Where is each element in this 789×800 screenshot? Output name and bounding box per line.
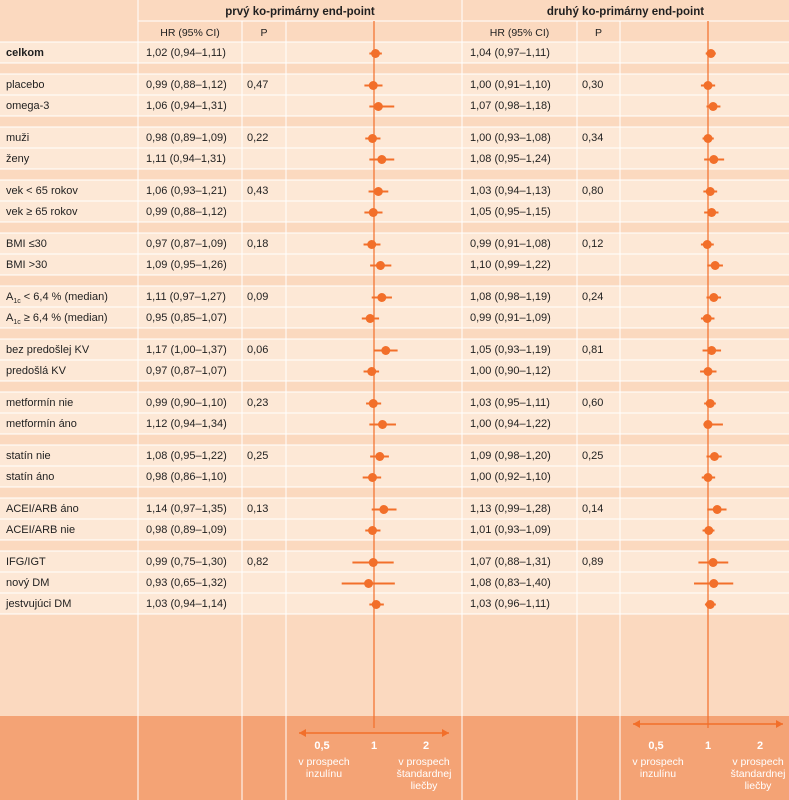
p-value-1: 0,22	[247, 132, 269, 144]
hr-ci-value-1: 1,17 (1,00–1,37)	[146, 344, 227, 356]
hr-ci-value-1: 0,99 (0,75–1,30)	[146, 556, 227, 568]
row-label: statín áno	[6, 471, 55, 483]
hr-point-2	[709, 293, 718, 302]
hr-point-1	[375, 452, 384, 461]
col-header-p-2: P	[594, 27, 603, 39]
axis-right-label-2: v prospech	[732, 756, 784, 768]
hr-ci-value-2: 1,08 (0,95–1,24)	[470, 153, 551, 165]
hr-point-2	[707, 346, 716, 355]
hr-point-1	[371, 49, 380, 58]
hr-point-1	[369, 81, 378, 90]
hr-ci-value-1: 1,12 (0,94–1,34)	[146, 418, 227, 430]
hr-ci-value-2: 1,08 (0,83–1,40)	[470, 577, 551, 589]
axis-left-label-2: v prospech	[632, 756, 684, 768]
table-row-band	[0, 180, 789, 201]
hr-ci-value-2: 1,05 (0,95–1,15)	[470, 206, 551, 218]
table-row-band	[0, 95, 789, 116]
hr-ci-value-1: 1,14 (0,97–1,35)	[146, 503, 227, 515]
hr-ci-value-1: 0,98 (0,89–1,09)	[146, 524, 227, 536]
axis-right-label-1: liečby	[410, 780, 438, 792]
axis-left-label-1: inzulínu	[305, 768, 343, 780]
hr-ci-value-1: 1,11 (0,94–1,31)	[146, 153, 226, 165]
p-value-2: 0,30	[582, 79, 604, 91]
hr-ci-value-2: 1,00 (0,93–1,08)	[470, 132, 551, 144]
hr-ci-value-1: 0,93 (0,65–1,32)	[146, 577, 227, 589]
table-row-band	[0, 593, 789, 614]
hr-ci-value-1: 1,06 (0,93–1,21)	[146, 185, 227, 197]
panel-title-2: druhý ko-primárny end-point	[546, 6, 705, 18]
col-header-p-1: P	[260, 27, 268, 39]
hr-point-1	[379, 505, 388, 514]
table-row-band	[0, 201, 789, 222]
hr-point-1	[381, 346, 390, 355]
hr-point-2	[707, 208, 716, 217]
row-label: nový DM	[6, 577, 50, 589]
hr-point-2	[704, 473, 713, 482]
hr-point-2	[704, 81, 713, 90]
hr-ci-value-1: 1,03 (0,94–1,14)	[146, 598, 227, 610]
hr-point-1	[367, 367, 376, 376]
row-label: placebo	[6, 79, 45, 91]
hr-ci-value-1: 0,99 (0,88–1,12)	[146, 79, 227, 91]
hr-point-1	[378, 420, 387, 429]
row-label: $A_{1c} \ge 6,4$ % (median)	[6, 312, 108, 326]
hr-ci-value-1: 0,97 (0,87–1,09)	[146, 238, 227, 250]
row-label: muži	[6, 132, 30, 144]
row-label: bez predošlej KV	[6, 344, 90, 356]
table-row-band	[0, 286, 789, 307]
hr-point-1	[369, 558, 378, 567]
hr-point-2	[703, 314, 712, 323]
hr-ci-value-2: 1,13 (0,99–1,28)	[470, 503, 551, 515]
col-header-hr-1: HR (95% CI)	[160, 27, 220, 39]
table-row-band	[0, 233, 789, 254]
table-row-band	[0, 445, 789, 466]
hr-ci-value-1: 0,97 (0,87–1,07)	[146, 365, 227, 377]
p-value-2: 0,89	[582, 556, 604, 568]
table-row-band	[0, 551, 789, 572]
axis-right-label-1: štandardnej	[396, 768, 452, 780]
axis-right-label-1: v prospech	[398, 756, 450, 768]
hr-point-2	[706, 399, 715, 408]
hr-point-1	[374, 187, 383, 196]
hr-point-2	[709, 579, 718, 588]
table-row-band	[0, 392, 789, 413]
p-value-2: 0,81	[582, 344, 604, 356]
hr-point-2	[709, 558, 718, 567]
axis-right-label-2: liečby	[744, 780, 772, 792]
col-header-hr-2: HR (95% CI)	[489, 27, 550, 39]
hr-point-1	[367, 240, 376, 249]
hr-ci-value-2: 1,00 (0,90–1,12)	[470, 365, 551, 377]
hr-ci-value-1: 0,95 (0,85–1,07)	[146, 312, 227, 324]
p-value-1: 0,18	[247, 238, 269, 250]
row-label: ženy	[6, 153, 30, 165]
table-row-band	[0, 254, 789, 275]
axis-tick-label-1: 0,5	[314, 740, 330, 752]
row-label: celkom	[6, 47, 44, 59]
hr-point-1	[369, 208, 378, 217]
p-value-1: 0,25	[247, 450, 269, 462]
axis-tick-label-2: 0,5	[648, 740, 664, 752]
p-value-2: 0,34	[582, 132, 604, 144]
p-value-1: 0,13	[247, 503, 269, 515]
row-label: ACEI/ARB nie	[6, 524, 76, 536]
hr-ci-value-1: 1,02 (0,94–1,11)	[146, 47, 226, 59]
hr-point-1	[368, 473, 377, 482]
hr-point-1	[364, 579, 373, 588]
hr-ci-value-2: 1,07 (0,98–1,18)	[470, 100, 551, 112]
hr-point-2	[706, 187, 715, 196]
hr-point-2	[709, 102, 718, 111]
row-label: IFG/IGT	[6, 556, 46, 568]
axis-right-label-2: štandardnej	[730, 768, 786, 780]
axis-tick-label-2: 2	[756, 740, 764, 752]
hr-point-1	[368, 526, 377, 535]
p-value-1: 0,23	[247, 397, 269, 409]
hr-ci-value-2: 1,04 (0,97–1,11)	[470, 47, 550, 59]
p-value-1: 0,09	[247, 291, 269, 303]
hr-ci-value-2: 1,03 (0,95–1,11)	[470, 397, 550, 409]
row-label: vek < 65 rokov	[6, 185, 78, 197]
axis-tick-label-2: 1	[704, 740, 712, 752]
hr-point-2	[706, 600, 715, 609]
p-value-2: 0,25	[582, 450, 604, 462]
row-label: metformín áno	[6, 418, 77, 430]
hr-point-2	[709, 155, 718, 164]
table-row-band	[0, 360, 789, 381]
hr-ci-value-2: 1,03 (0,94–1,13)	[470, 185, 551, 197]
table-row-band	[0, 74, 789, 95]
axis-left-label-1: v prospech	[298, 756, 350, 768]
row-label: jestvujúci DM	[6, 598, 72, 610]
table-row-band	[0, 127, 789, 148]
hr-point-1	[368, 134, 377, 143]
hr-ci-value-1: 1,08 (0,95–1,22)	[146, 450, 227, 462]
table-row-band	[0, 307, 789, 328]
hr-point-2	[710, 452, 719, 461]
hr-ci-value-2: 1,08 (0,98–1,19)	[470, 291, 551, 303]
hr-point-2	[713, 505, 722, 514]
panel-title-1: prvý ko-primárny end-point	[225, 6, 375, 18]
hr-ci-value-1: 1,11 (0,97–1,27)	[146, 291, 226, 303]
table-row-band	[0, 148, 789, 169]
hr-point-2	[706, 49, 715, 58]
hr-ci-value-2: 1,03 (0,96–1,11)	[470, 598, 550, 610]
hr-ci-value-1: 0,99 (0,90–1,10)	[146, 397, 227, 409]
hr-point-1	[366, 314, 375, 323]
p-value-1: 0,82	[247, 556, 269, 568]
hr-point-2	[704, 367, 713, 376]
hr-ci-value-2: 1,07 (0,88–1,31)	[470, 556, 551, 568]
hr-ci-value-2: 1,09 (0,98–1,20)	[470, 450, 551, 462]
p-value-1: 0,06	[247, 344, 269, 356]
row-label: vek ≥ 65 rokov	[6, 206, 78, 218]
hr-ci-value-2: 0,99 (0,91–1,09)	[470, 312, 551, 324]
hr-point-2	[704, 134, 713, 143]
hr-point-2	[703, 240, 712, 249]
hr-ci-value-1: 0,98 (0,86–1,10)	[146, 471, 227, 483]
hr-ci-value-1: 1,06 (0,94–1,31)	[146, 100, 227, 112]
hr-point-2	[704, 526, 713, 535]
table-row-band	[0, 466, 789, 487]
table-row-band	[0, 519, 789, 540]
hr-ci-value-2: 1,01 (0,93–1,09)	[470, 524, 551, 536]
hr-point-2	[704, 420, 713, 429]
p-value-1: 0,47	[247, 79, 269, 91]
hr-ci-value-2: 1,00 (0,94–1,22)	[470, 418, 551, 430]
row-label: metformín nie	[6, 397, 74, 409]
p-value-1: 0,43	[247, 185, 269, 197]
p-value-2: 0,12	[582, 238, 604, 250]
row-label: BMI ≤30	[6, 238, 47, 250]
hr-point-2	[711, 261, 720, 270]
hr-point-1	[374, 102, 383, 111]
hr-ci-value-2: 1,00 (0,92–1,10)	[470, 471, 551, 483]
hr-ci-value-2: 0,99 (0,91–1,08)	[470, 238, 551, 250]
hr-ci-value-1: 0,98 (0,89–1,09)	[146, 132, 227, 144]
hr-ci-value-2: 1,10 (0,99–1,22)	[470, 259, 551, 271]
p-value-2: 0,80	[582, 185, 604, 197]
hr-point-1	[372, 600, 381, 609]
axis-left-label-2: inzulínu	[639, 768, 677, 780]
row-label: omega-3	[6, 100, 50, 112]
row-label: statín nie	[6, 450, 51, 462]
p-value-2: 0,24	[582, 291, 604, 303]
hr-ci-value-2: 1,00 (0,91–1,10)	[470, 79, 551, 91]
hr-ci-value-1: 1,09 (0,95–1,26)	[146, 259, 227, 271]
hr-point-1	[369, 399, 378, 408]
row-label: BMI >30	[6, 259, 48, 271]
table-row-band	[0, 42, 789, 63]
hr-point-1	[377, 293, 386, 302]
hr-point-1	[376, 261, 385, 270]
hr-ci-value-2: 1,05 (0,93–1,19)	[470, 344, 551, 356]
row-label: ACEI/ARB áno	[6, 503, 79, 515]
axis-tick-label-1: 1	[370, 740, 378, 752]
row-label: predošlá KV	[6, 365, 66, 377]
hr-ci-value-1: 0,99 (0,88–1,12)	[146, 206, 227, 218]
axis-tick-label-1: 2	[422, 740, 430, 752]
p-value-2: 0,14	[582, 503, 604, 515]
p-value-2: 0,60	[582, 397, 604, 409]
row-label: $A_{1c} < 6,4$ % (median)	[6, 291, 108, 305]
hr-point-1	[377, 155, 386, 164]
